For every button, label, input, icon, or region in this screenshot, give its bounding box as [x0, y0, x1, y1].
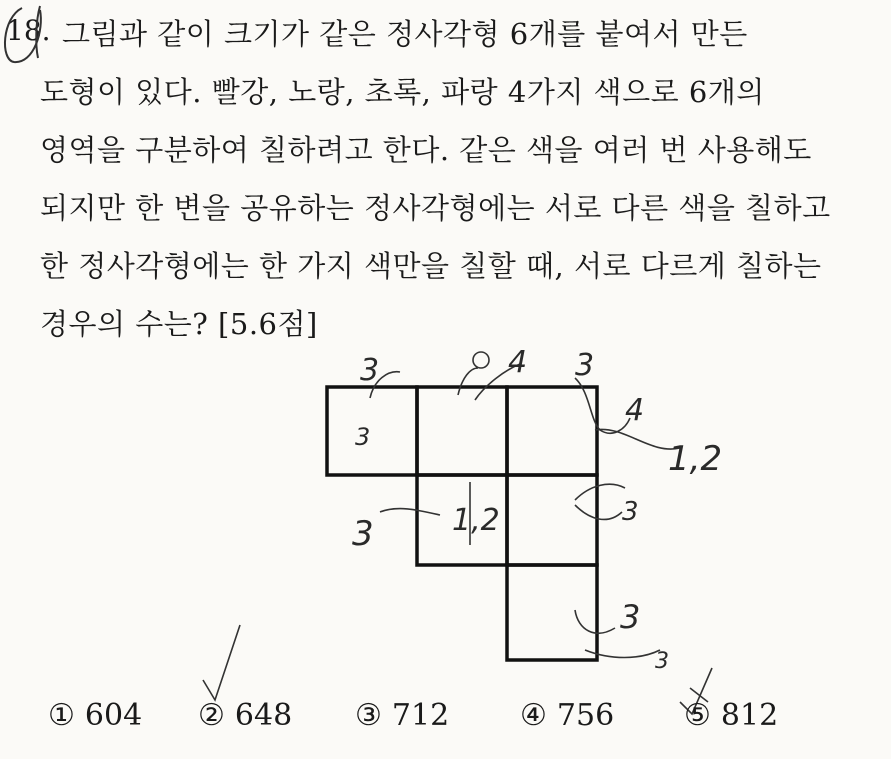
- hand-note-left-mid: 3: [352, 514, 374, 554]
- arc-mark-bottom-2: [585, 650, 660, 658]
- question-text-line-6: 경우의 수는? [5.6점]: [40, 307, 318, 341]
- choice-1-mark: ①: [48, 698, 75, 733]
- arc-mark-top-right: [575, 378, 630, 433]
- hand-note-cell-a: 3: [355, 423, 371, 451]
- arc-mark-right: [595, 429, 680, 449]
- choice-5[interactable]: [684, 698, 778, 733]
- arc-mark-left-mid: [380, 509, 440, 515]
- hand-note-right-top: 4: [625, 393, 645, 428]
- question-text-line-2: 도형이 있다. 빨강, 노랑, 초록, 파랑 4가지 색으로 6개의: [40, 75, 765, 109]
- arc-mark-bottom-1: [575, 610, 615, 633]
- square-1: [327, 387, 417, 475]
- choice-4-mark: ④: [520, 698, 547, 733]
- hand-note-right-mid: 1,2: [668, 439, 723, 479]
- arc-mark-top-mid-2: [475, 364, 520, 400]
- choice-4[interactable]: [520, 698, 614, 733]
- question-number: 18.: [6, 14, 51, 47]
- square-4: [417, 475, 507, 565]
- hand-note-bottom-right-b: 3: [655, 649, 669, 674]
- hand-note-right-cell: 3: [622, 497, 639, 527]
- question-text-line-1: 그림과 같이 크기가 같은 정사각형 6개를 붙여서 만든: [62, 17, 748, 51]
- hand-note-cell-mid: 1,2: [452, 503, 500, 538]
- choice-1-value: 604: [84, 698, 143, 733]
- choice-4-value: 756: [556, 698, 615, 733]
- choice-5-value: 812: [720, 698, 779, 733]
- arc-mark-right-mid-2: [575, 505, 622, 519]
- choice-3[interactable]: [355, 698, 449, 733]
- question-text-line-4: 되지만 한 변을 공유하는 정사각형에는 서로 다른 색을 칠하고: [40, 191, 831, 225]
- arc-mark-top-left: [370, 372, 400, 398]
- choice-3-mark: ③: [355, 698, 382, 733]
- choice-2-value: 648: [234, 698, 293, 733]
- question-text-line-5: 한 정사각형에는 한 가지 색만을 칠할 때, 서로 다르게 칠하는: [40, 249, 822, 283]
- choice-2[interactable]: [198, 698, 292, 733]
- question-text-line-3: 영역을 구분하여 칠하려고 한다. 같은 색을 여러 번 사용해도: [40, 133, 812, 167]
- answer-choices: [0, 698, 891, 748]
- square-5: [507, 475, 597, 565]
- choice-1[interactable]: [48, 698, 142, 733]
- square-6: [507, 565, 597, 660]
- arc-mark-top-mid: [458, 368, 478, 395]
- arc-mark-right-mid: [575, 484, 625, 500]
- hand-note-top-right: 3: [575, 348, 595, 383]
- square-2: [417, 387, 507, 475]
- scribble-circle: [473, 352, 489, 368]
- hand-note-top-mid: 4: [508, 345, 528, 380]
- choice-3-value: 712: [391, 698, 450, 733]
- choice-2-mark: ②: [198, 698, 225, 733]
- check-mark-choice-2: [203, 625, 240, 700]
- hand-note-bottom-right-a: 3: [620, 598, 641, 636]
- choice-5-mark: ⑤: [684, 698, 711, 733]
- hand-note-top-left: 3: [360, 353, 380, 388]
- square-3: [507, 387, 597, 475]
